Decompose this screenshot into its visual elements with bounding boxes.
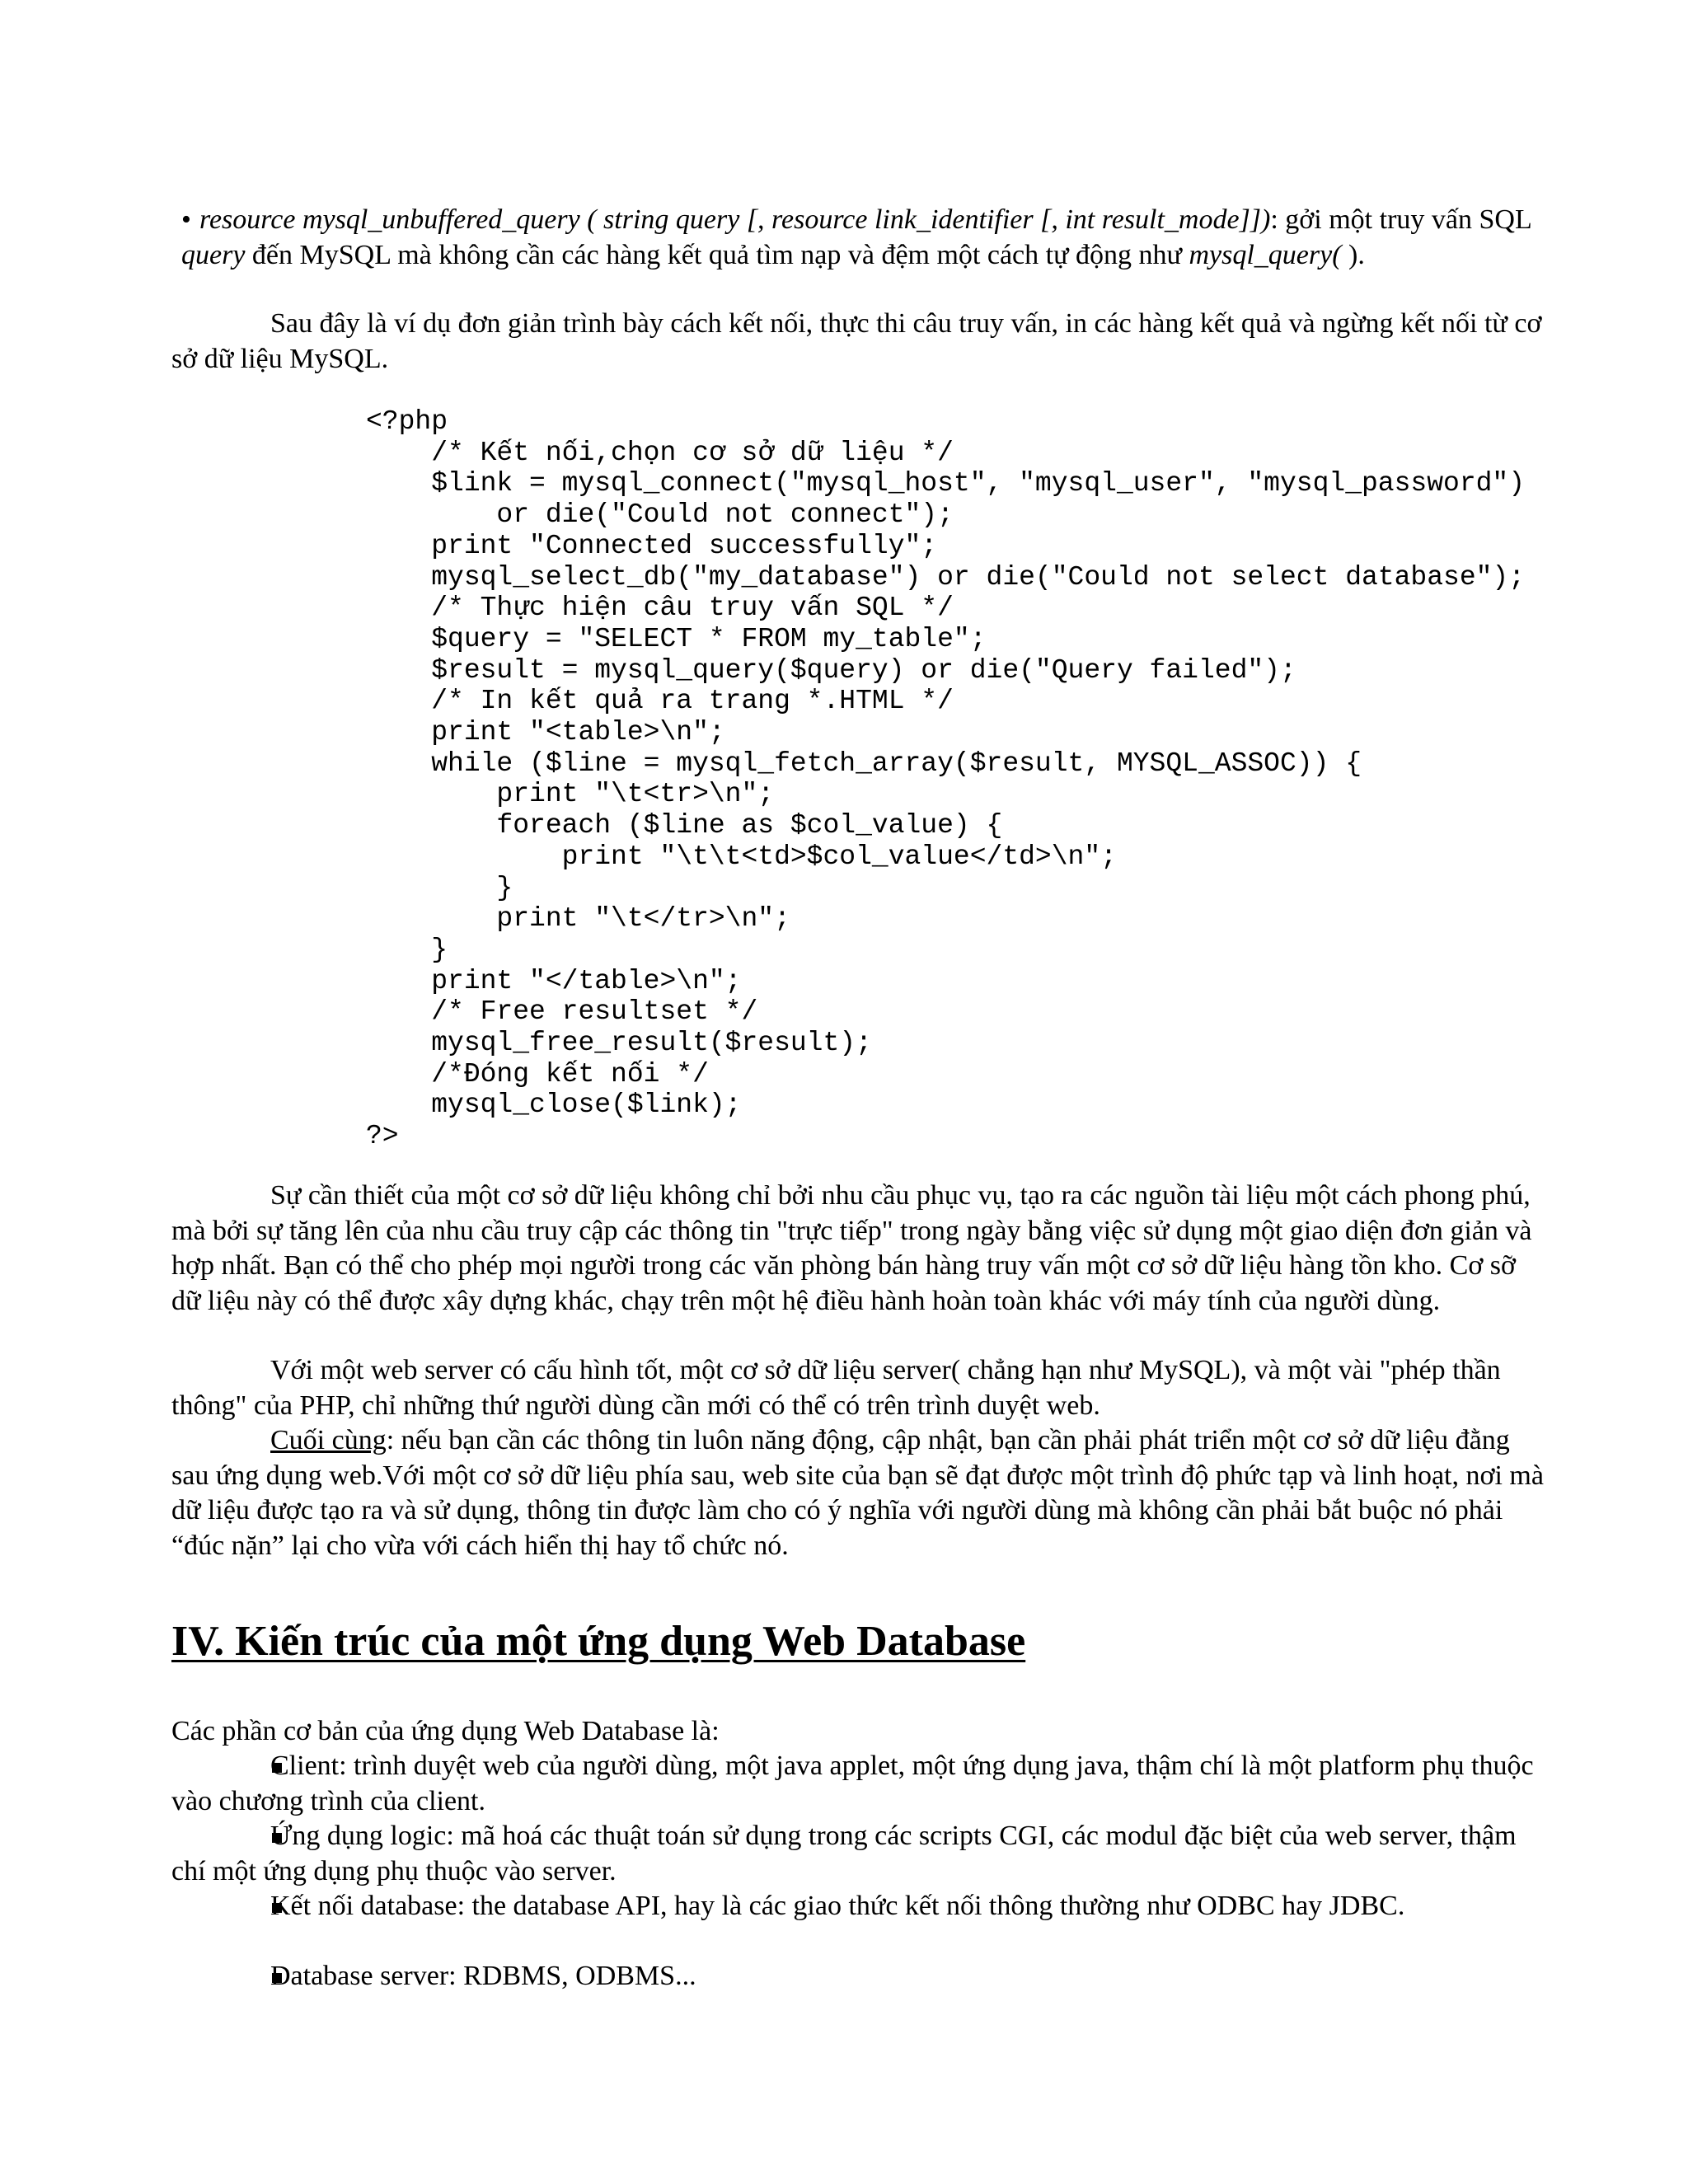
paragraph-conclusion xyxy=(171,1423,1550,1563)
section-heading: IV. Kiến trúc của một ứng dụng Web Database xyxy=(171,1618,1026,1665)
list-item-connection: Kết nối database: the database API, hay là các giao thức kết nối thông thường như ODBC hay JDBC. xyxy=(270,1891,1405,1921)
function-desc-part-2: đến MySQL mà không cần các hàng kết quả tìm nạp và đệm một cách tự động như xyxy=(245,239,1189,270)
bullet-dot-icon: • xyxy=(181,204,191,235)
function-signature: resource mysql_unbuffered_query ( string query [, resource link_identifier [, int result_mode]]) xyxy=(199,204,1271,235)
php-code-block: <?php /* Kết nối,chọn cơ sở dữ liệu */ $link = mysql_connect("mysql_host", "mysql_user", "mysql_password") or die("Could not connect"); print "Connected successfully"; mysql_select_db("my_database") or die("Could not select database"); /* Thực hiện câu truy vấn SQL */ $query = "SELECT * FROM my_table"; $result = mysql_query($query) or die("Query failed"); /* In kết quả ra trang *.HTML */ print "<table>\n"; while ($line = mysql_fetch_array($result, MYSQL_ASSOC)) { print "\t<tr>\n"; foreach ($line as $col_value) { print "\t\t<td>$col_value</td>\n"; } print "\t</tr>\n"; } print "</table>\n"; /* Free resultset */ mysql_free_result($result); /*Đóng kết nối */ mysql_close($link); ?> xyxy=(366,406,1526,1152)
function-desc-part-3: ). xyxy=(1341,239,1365,270)
list-item-logic: Ứng dụng logic: mã hoá các thuật toán sử dụng trong các scripts CGI, các modul đặc biệt của web server, thậm chí một ứng dụng phụ thuộc vào server. xyxy=(171,1821,1517,1886)
paragraph-web-server: Với một web server có cấu hình tốt, một cơ sở dữ liệu server( chẳng hạn như MySQL), và một vài "phép thần thông" của PHP, chỉ những thứ người dùng cần mới có thể có trên trình duyệt web. xyxy=(171,1355,1501,1421)
function-bullet xyxy=(181,203,1550,273)
list-item-server: Database server: RDBMS, ODBMS... xyxy=(270,1961,696,1991)
list-intro: Các phần cơ bản của ứng dụng Web Database là: xyxy=(171,1716,720,1746)
intro-paragraph: Sau đây là ví dụ đơn giản trình bày cách kết nối, thực thi câu truy vấn, in các hàng kết quả và ngừng kết nối từ cơ sở dữ liệu MySQL. xyxy=(171,308,1542,374)
paragraph-database-need: Sự cần thiết của một cơ sở dữ liệu không chỉ bởi nhu cầu phục vụ, tạo ra các nguồn tài liệu một cách phong phú, mà bởi sự tăng lên của nhu cầu truy cập các thông tin "trực tiếp" trong ngày bằng việc sử dụng một giao diện đơn giản và hợp nhất. Bạn có thể cho phép mọi người trong các văn phòng bán hàng truy vấn một cơ sở dữ liệu hàng tồn kho. Cơ sỡ dữ liệu này có thể được xây dựng khác, chạy trên một hệ điều hành hoàn toàn khác với máy tính của người dùng. xyxy=(171,1180,1532,1316)
list-item-client: Client: trình duyệt web của người dùng, một java applet, một ứng dụng java, thậm chí là một platform phụ thuộc vào chương trình của client. xyxy=(171,1750,1534,1816)
ref-function: mysql_query( xyxy=(1189,239,1342,270)
function-desc-part-1: : gởi một truy vấn SQL xyxy=(1270,204,1531,235)
conclusion-lead: Cuối cùng xyxy=(270,1425,387,1455)
conclusion-body: : nếu bạn cần các thông tin luôn năng động, cập nhật, bạn cần phải phát triển một cơ sở dữ liệu đằng sau ứng dụng web.Với một cơ sở dữ liệu phía sau, web site của bạn sẽ đạt được một trình độ phức tạp và linh hoạt, nơi mà dữ liệu được tạo ra và sử dụng, thông tin được làm cho có ý nghĩa với người dùng mà không cần phải bắt buộc nó phải “đúc nặn” lại cho vừa với cách hiển thị hay tổ chức nó. xyxy=(171,1425,1544,1561)
query-word: query xyxy=(181,239,246,270)
